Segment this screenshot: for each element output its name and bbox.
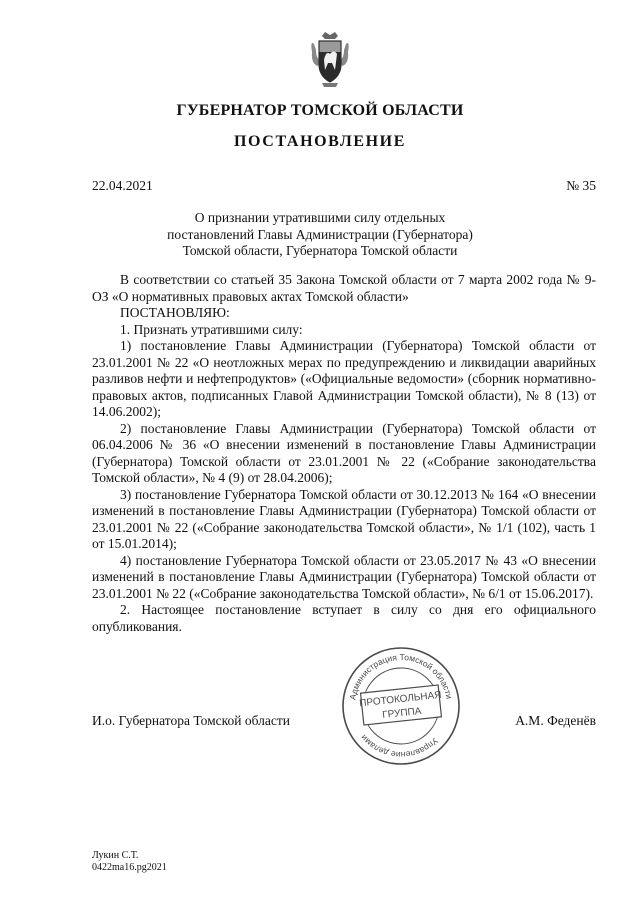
coat-of-arms-icon	[308, 30, 352, 88]
item-paragraph: 1. Признать утратившими силу:	[120, 321, 303, 337]
stamp-ring-text: Администрация Томской области	[347, 651, 455, 701]
document-subject	[0, 210, 640, 260]
document-body	[92, 272, 596, 635]
subject-line: Томской области, Губернатора Томской области	[182, 243, 458, 258]
file-reference: 0422ma16.pg2021	[92, 862, 167, 873]
subitem-paragraph: 2) постановление Главы Администрации (Губернатора) Томской области от 06.04.2006 № 36 «О внесении изменений в постановление Главы Администрации (Губернатора) Томской области от 23.01.2001 № 22 («Собрание законодательства Томской области», № 4 (9) от 28.04.2006);	[92, 420, 596, 485]
subitem-paragraph: 4) постановление Губернатора Томской области от 23.05.2017 № 43 «О внесении изменений в постановление Главы Администрации (Губернатора) Томской области от 23.01.2001 № 22 («Собрание законодательства Томской области», № 6/1 от 15.06.2017).	[92, 552, 596, 601]
subject-line: постановлений Главы Администрации (Губернатора)	[167, 226, 473, 242]
document-date: 22.04.2021	[92, 178, 153, 193]
executor-footer	[92, 850, 167, 874]
subitem-paragraph: 1) постановление Главы Администрации (Губернатора) Томской области от 23.01.2001 № 22 «О неотложных мерах по предупреждению и ликвидации аварийных разливов нефти и нефтепродуктов» («Официальные ведомости» (сборник нормативно-правовых актов, подписанных Главой Администрации Томской области), № 8 (13) от 14.06.2002);	[92, 338, 596, 419]
subject-line: О признании утратившими силу отдельных	[194, 210, 446, 225]
document-number: № 35	[566, 178, 596, 193]
issuer-title: ГУБЕРНАТОР ТОМСКОЙ ОБЛАСТИ	[176, 102, 464, 119]
stamp-bottom-text: Управление делами	[358, 732, 441, 761]
subitem-paragraph: 3) постановление Губернатора Томской области от 30.12.2013 № 164 «О внесении изменений в постановление Главы Администрации (Губернатора) Томской области от 23.01.2001 № 22 («Собрание законодательства Томской области», № 1/1 (102), часть 1 от 15.01.2014);	[92, 486, 596, 551]
executor-name: Лукин С.Т.	[92, 850, 139, 861]
stamp-box-line1: ПРОТОКОЛЬНАЯ	[358, 689, 443, 710]
item-paragraph: 2. Настоящее постановление вступает в силу со дня его официального опубликования.	[92, 602, 596, 634]
signatory-name: А.М. Феденёв	[515, 713, 596, 728]
decree-paragraph: ПОСТАНОВЛЯЮ:	[120, 305, 230, 320]
official-stamp	[340, 645, 462, 767]
stamp-box-line2: ГРУППА	[381, 705, 422, 721]
signatory-position: И.о. Губернатора Томской области	[92, 713, 290, 728]
document-type: ПОСТАНОВЛЕНИЕ	[234, 133, 406, 150]
preamble-paragraph: В соответствии со статьей 35 Закона Томской области от 7 марта 2002 года № 9-ОЗ «О нормативных правовых актах Томской области»	[92, 272, 596, 304]
